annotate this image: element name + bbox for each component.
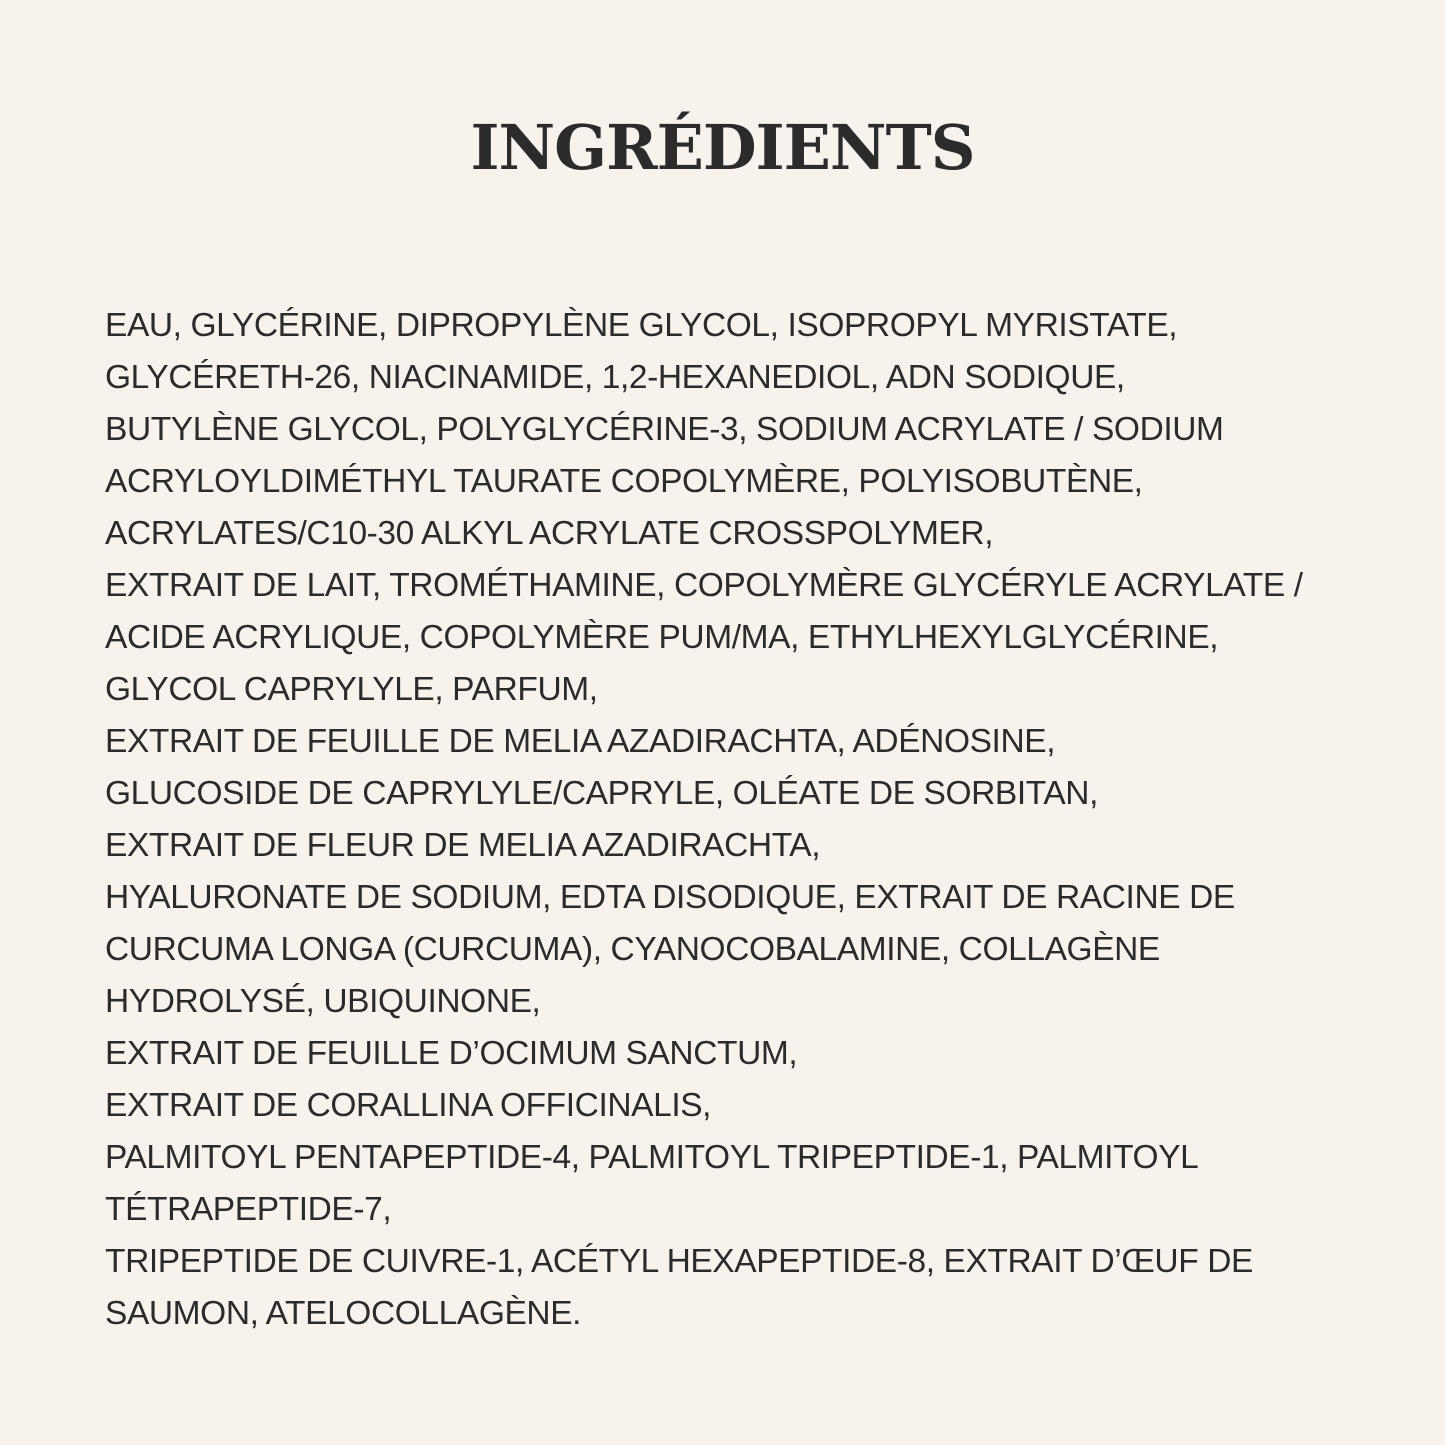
ingredient-line: TÉTRAPEPTIDE-7, (105, 1191, 392, 1228)
ingredient-line: EXTRAIT DE FEUILLE DE MELIA AZADIRACHTA, ADÉNOSINE, (105, 723, 1056, 760)
ingredients-list (105, 300, 1405, 1340)
ingredient-line: SAUMON, ATELOCOLLAGÈNE. (105, 1295, 582, 1332)
ingredient-line: EXTRAIT DE FLEUR DE MELIA AZADIRACHTA, (105, 827, 821, 864)
ingredient-line: EXTRAIT DE CORALLINA OFFICINALIS, (105, 1087, 712, 1124)
ingredient-line: TRIPEPTIDE DE CUIVRE-1, ACÉTYL HEXAPEPTIDE-8, EXTRAIT D’ŒUF DE (105, 1243, 1253, 1280)
ingredient-line: EXTRAIT DE LAIT, TROMÉTHAMINE, COPOLYMÈRE GLYCÉRYLE ACRYLATE / (105, 567, 1303, 604)
ingredient-line: HYDROLYSÉ, UBIQUINONE, (105, 983, 541, 1020)
ingredient-line: GLUCOSIDE DE CAPRYLYLE/CAPRYLE, OLÉATE DE SORBITAN, (105, 775, 1098, 812)
ingredient-line: PALMITOYL PENTAPEPTIDE-4, PALMITOYL TRIPEPTIDE-1, PALMITOYL (105, 1139, 1199, 1176)
ingredient-line: ACIDE ACRYLIQUE, COPOLYMÈRE PUM/MA, ETHYLHEXYLGLYCÉRINE, (105, 619, 1219, 656)
page-title: INGRÉDIENTS (470, 111, 975, 184)
ingredient-line: CURCUMA LONGA (CURCUMA), CYANOCOBALAMINE, COLLAGÈNE (105, 931, 1160, 968)
ingredient-line: EAU, GLYCÉRINE, DIPROPYLÈNE GLYCOL, ISOPROPYL MYRISTATE, (105, 307, 1178, 344)
ingredient-line: GLYCÉRETH-26, NIACINAMIDE, 1,2-HEXANEDIOL, ADN SODIQUE, (105, 359, 1125, 396)
ingredient-line: EXTRAIT DE FEUILLE D’OCIMUM SANCTUM, (105, 1035, 798, 1072)
ingredient-line: HYALURONATE DE SODIUM, EDTA DISODIQUE, EXTRAIT DE RACINE DE (105, 879, 1235, 916)
ingredient-line: GLYCOL CAPRYLYLE, PARFUM, (105, 671, 598, 708)
ingredient-line: ACRYLATES/C10-30 ALKYL ACRYLATE CROSSPOLYMER, (105, 515, 994, 552)
ingredient-line: ACRYLOYLDIMÉTHYL TAURATE COPOLYMÈRE, POLYISOBUTÈNE, (105, 463, 1143, 500)
ingredient-line: BUTYLÈNE GLYCOL, POLYGLYCÉRINE-3, SODIUM ACRYLATE / SODIUM (105, 411, 1224, 448)
